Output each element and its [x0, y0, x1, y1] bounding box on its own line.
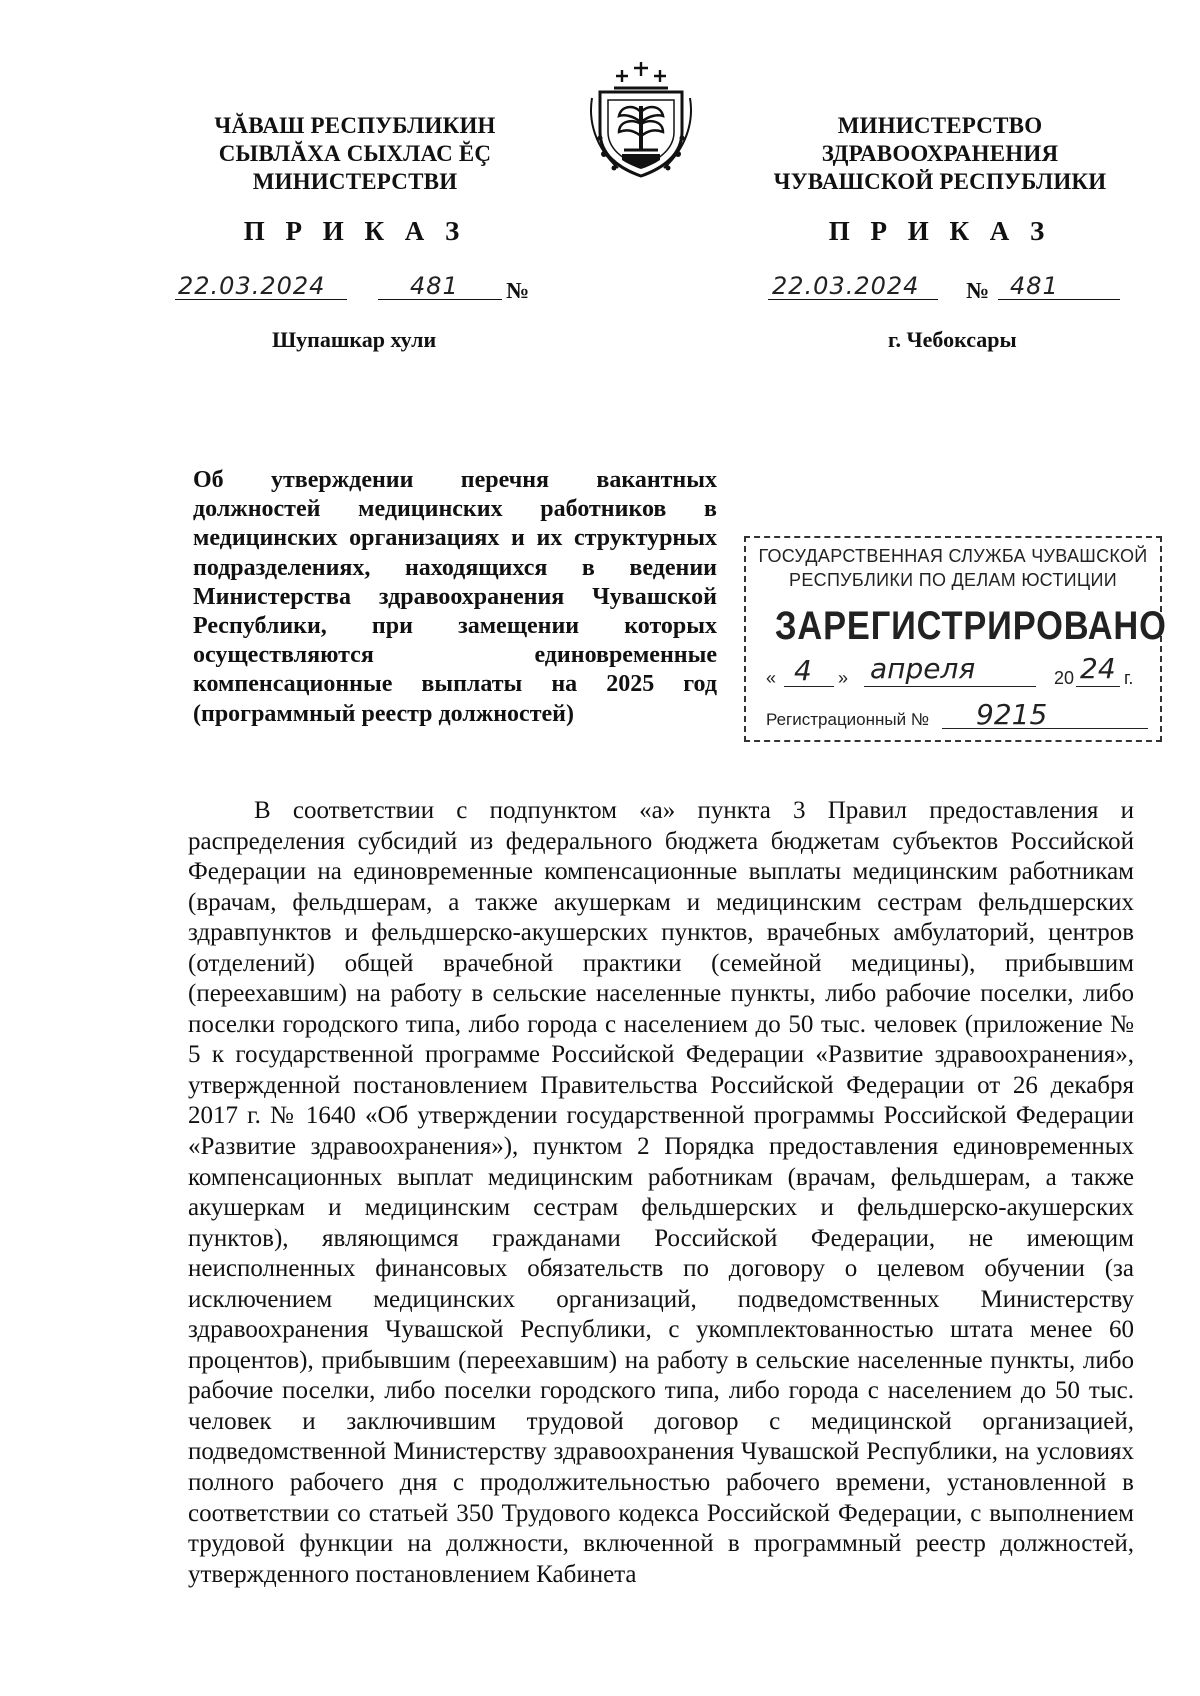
header-left-line-1: ЧĂВАШ РЕСПУБЛИКИН: [214, 113, 496, 138]
prikaz-title-left: П Р И К А З: [243, 216, 467, 246]
stamp-year-line: [1076, 686, 1120, 687]
stamp-year-handwritten: 24: [1080, 652, 1116, 685]
number-left-handwritten: 481: [410, 272, 459, 300]
stamp-day-handwritten: 4: [794, 654, 812, 687]
city-left: Шупашкар хули: [272, 327, 437, 352]
chuvash-coat-of-arms-icon: [586, 54, 696, 184]
header-left-chuvash: [135, 112, 575, 196]
header-left-line-3: МИНИСТЕРСТВИ: [252, 169, 458, 194]
number-right-underline: [998, 299, 1120, 300]
body-paragraph: [188, 796, 1134, 1590]
stamp-month-handwritten: апреля: [870, 652, 976, 685]
header-right-russian: [720, 112, 1160, 196]
stamp-year-suffix: г.: [1124, 668, 1134, 688]
city-right: г. Чебоксары: [888, 327, 1017, 352]
number-sign-left: №: [506, 278, 530, 303]
header-left-line-2: СЫВЛĂХА СЫХЛАС ĔÇ: [218, 141, 492, 166]
header-right-line-2: ЗДРАВООХРАНЕНИЯ: [821, 141, 1059, 166]
stamp-agency-line-1: ГОСУДАРСТВЕННАЯ СЛУЖБА ЧУВАШСКОЙ: [758, 546, 1148, 566]
number-right-handwritten: 481: [1010, 272, 1059, 300]
header-right-line-1: МИНИСТЕРСТВО: [837, 113, 1043, 138]
stamp-day-line: [784, 686, 834, 687]
date-left-underline: [175, 299, 347, 300]
stamp-year-prefix: 20: [1054, 668, 1075, 688]
order-title: Об утверждении перечня вакантных должностей медицинских работников в медицинских организациях и их структурных подразделениях, находящихся в ведении Министерства здравоохранения Чувашской Республики, при замещении которых осуществляются единовременные компенсационные выплаты на 2025 год (программный реестр должностей): [193, 467, 717, 727]
date-right-handwritten: 22.03.2024: [772, 272, 920, 300]
stamp-status: ЗАРЕГИСТРИРОВАНО: [774, 604, 1167, 648]
stamp-reg-label: Регистрационный №: [766, 710, 930, 729]
number-sign-right: №: [966, 278, 990, 303]
stamp-quote-open: «: [766, 668, 777, 688]
stamp-quote-close: »: [838, 668, 849, 688]
stamp-month-line: [864, 686, 1036, 687]
header-right-line-3: ЧУВАШСКОЙ РЕСПУБЛИКИ: [773, 169, 1107, 194]
registration-stamp: [744, 536, 1167, 742]
stamp-agency-line-2: РЕСПУБЛИКИ ПО ДЕЛАМ ЮСТИЦИИ: [789, 570, 1117, 590]
prikaz-title-right: П Р И К А З: [828, 216, 1052, 246]
stamp-reg-line: [942, 728, 1148, 729]
body-paragraph-text: В соответствии с подпунктом «а» пункта 3 Правил предоставления и распределения субсидий из федерального бюджета бюджетам субъектов Российской Федерации на единовременные компенсационные выплаты медицинским работникам (врачам, фельдшерам, а также акушеркам и медицинским сестрам фельдшерских здравпунктов и фельдшерско-акушерских пунктов, врачебных амбулаторий, центров (отделений) общей врачебной практики (семейной медицины), прибывшим (переехавшим) на работу в сельские населенные пункты, либо рабочие поселки, либо поселки городского типа, либо города с населением до 50 тыс. человек (приложение № 5 к государственной программе Российской Федерации «Развитие здравоохранения», утвержденной постановлением Правительства Российской Федерации от 26 декабря 2017 г. № 1640 «Об утверждении государственной программы Российской Федерации «Развитие здравоохранения»), пунктом 2 Порядка предоставления единовременных компенсационных выплат медицинским работникам (врачам, фельдшерам, а также акушеркам и медицинским сестрам фельдшерских и фельдшерско-акушерских пунктов), являющимся гражданами Российской Федерации, не имеющим неисполненных финансовых обязательств по договору о целевом обучении (за исключением медицинских организаций, подведомственных Министерству здравоохранения Чувашской Республики, с укомплектованностью штата менее 60 процентов), прибывшим (переехавшим) на работу в сельские населенные пункты, либо рабочие поселки, либо поселки городского типа, либо города с населением до 50 тыс. человек и заключившим трудовой договор с медицинской организацией, подведомственной Министерству здравоохранения Чувашской Республики, на условиях полного рабочего дня с продолжительностью рабочего времени, установленной в соответствии со статьей 350 Трудового кодекса Российской Федерации, с выполнением трудовой функции на должности, включенной в программный реестр должностей, утвержденного постановлением Кабинета: [188, 797, 1134, 1588]
date-left-handwritten: 22.03.2024: [178, 272, 326, 300]
number-left-underline: [378, 299, 502, 300]
date-right-underline: [768, 299, 938, 300]
stamp-reg-number-handwritten: 9215: [976, 698, 1048, 731]
